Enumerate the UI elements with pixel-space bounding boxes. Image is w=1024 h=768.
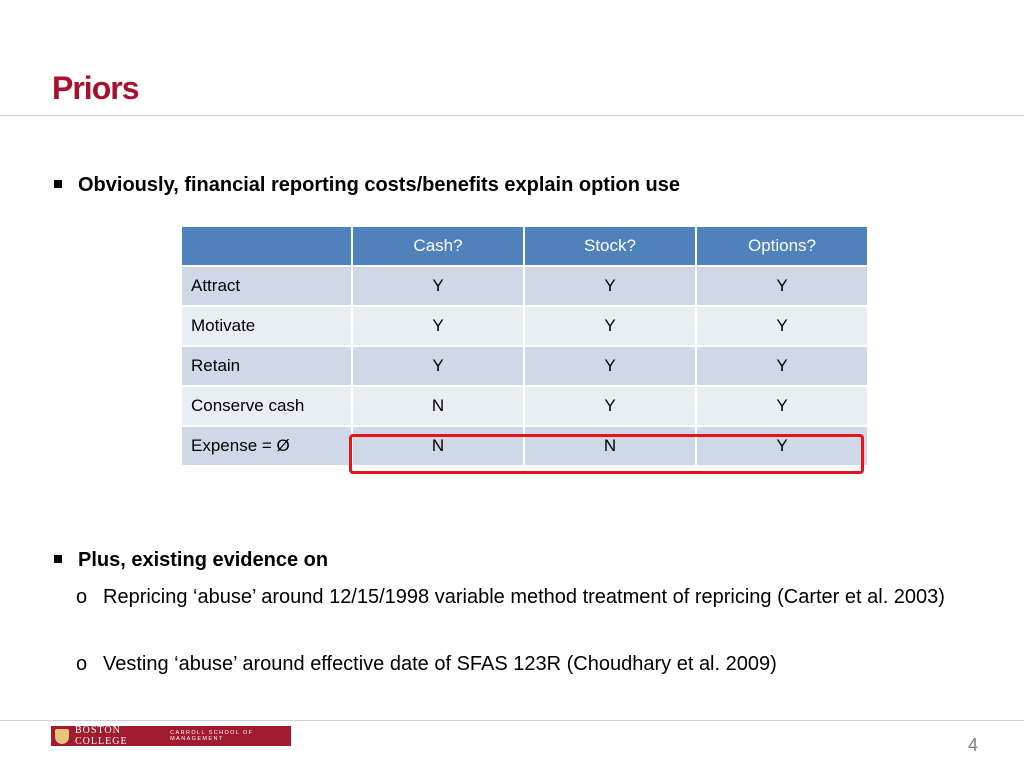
row-label: Attract	[181, 266, 352, 306]
table-row	[181, 426, 868, 466]
bullet-item	[54, 174, 680, 197]
bullet-item	[54, 549, 328, 572]
table-cell: Y	[524, 386, 696, 426]
table-header-cell: Stock?	[524, 226, 696, 266]
table-cell: Y	[352, 306, 524, 346]
table-header-row	[181, 226, 868, 266]
comparison-table	[180, 225, 869, 467]
bullet-text: Plus, existing evidence on	[78, 549, 329, 571]
table-cell: Y	[696, 266, 868, 306]
boston-college-logo	[51, 726, 291, 746]
sub-bullet-item	[76, 582, 1011, 613]
row-label: Conserve cash	[181, 386, 352, 426]
slide-title: Priors	[52, 70, 139, 106]
table-header-cell: Options?	[696, 226, 868, 266]
row-label: Retain	[181, 346, 352, 386]
table-cell: Y	[696, 306, 868, 346]
table-cell: Y	[696, 346, 868, 386]
square-bullet-icon	[54, 555, 62, 563]
table-row	[181, 266, 868, 306]
table-cell: N	[524, 426, 696, 466]
table-cell: N	[352, 426, 524, 466]
bullet-text: Obviously, financial reporting costs/benefits explain option use	[78, 174, 680, 196]
table-cell: Y	[352, 346, 524, 386]
page-number: 4	[967, 735, 978, 755]
table-row	[181, 306, 868, 346]
sub-bullet-item	[76, 649, 1011, 680]
table-cell: Y	[524, 266, 696, 306]
sub-bullet-text: Vesting ‘abuse’ around effective date of SFAS 123R (Choudhary et al. 2009)	[103, 653, 777, 675]
logo-school: CARROLL SCHOOL OF MANAGEMENT	[170, 730, 254, 742]
footer-divider	[0, 720, 1024, 721]
table-cell: N	[352, 386, 524, 426]
row-label: Expense = Ø	[181, 426, 352, 466]
title-divider	[0, 115, 1024, 116]
table-cell: Y	[524, 346, 696, 386]
table-header-cell: Cash?	[352, 226, 524, 266]
row-label: Motivate	[181, 306, 352, 346]
table-cell: Y	[696, 386, 868, 426]
table-cell: Y	[352, 266, 524, 306]
table-cell: Y	[696, 426, 868, 466]
table-cell: Y	[524, 306, 696, 346]
table-row	[181, 346, 868, 386]
circle-bullet-icon: o	[76, 586, 88, 608]
table-header-cell	[181, 226, 352, 266]
shield-icon	[55, 729, 69, 744]
sub-bullet-text: Repricing ‘abuse’ around 12/15/1998 variable method treatment of repricing (Carter et al. 2003)	[103, 586, 945, 608]
logo-name: BOSTON COLLEGE	[75, 725, 128, 747]
table-row	[181, 386, 868, 426]
circle-bullet-icon: o	[76, 653, 88, 675]
square-bullet-icon	[54, 180, 62, 188]
